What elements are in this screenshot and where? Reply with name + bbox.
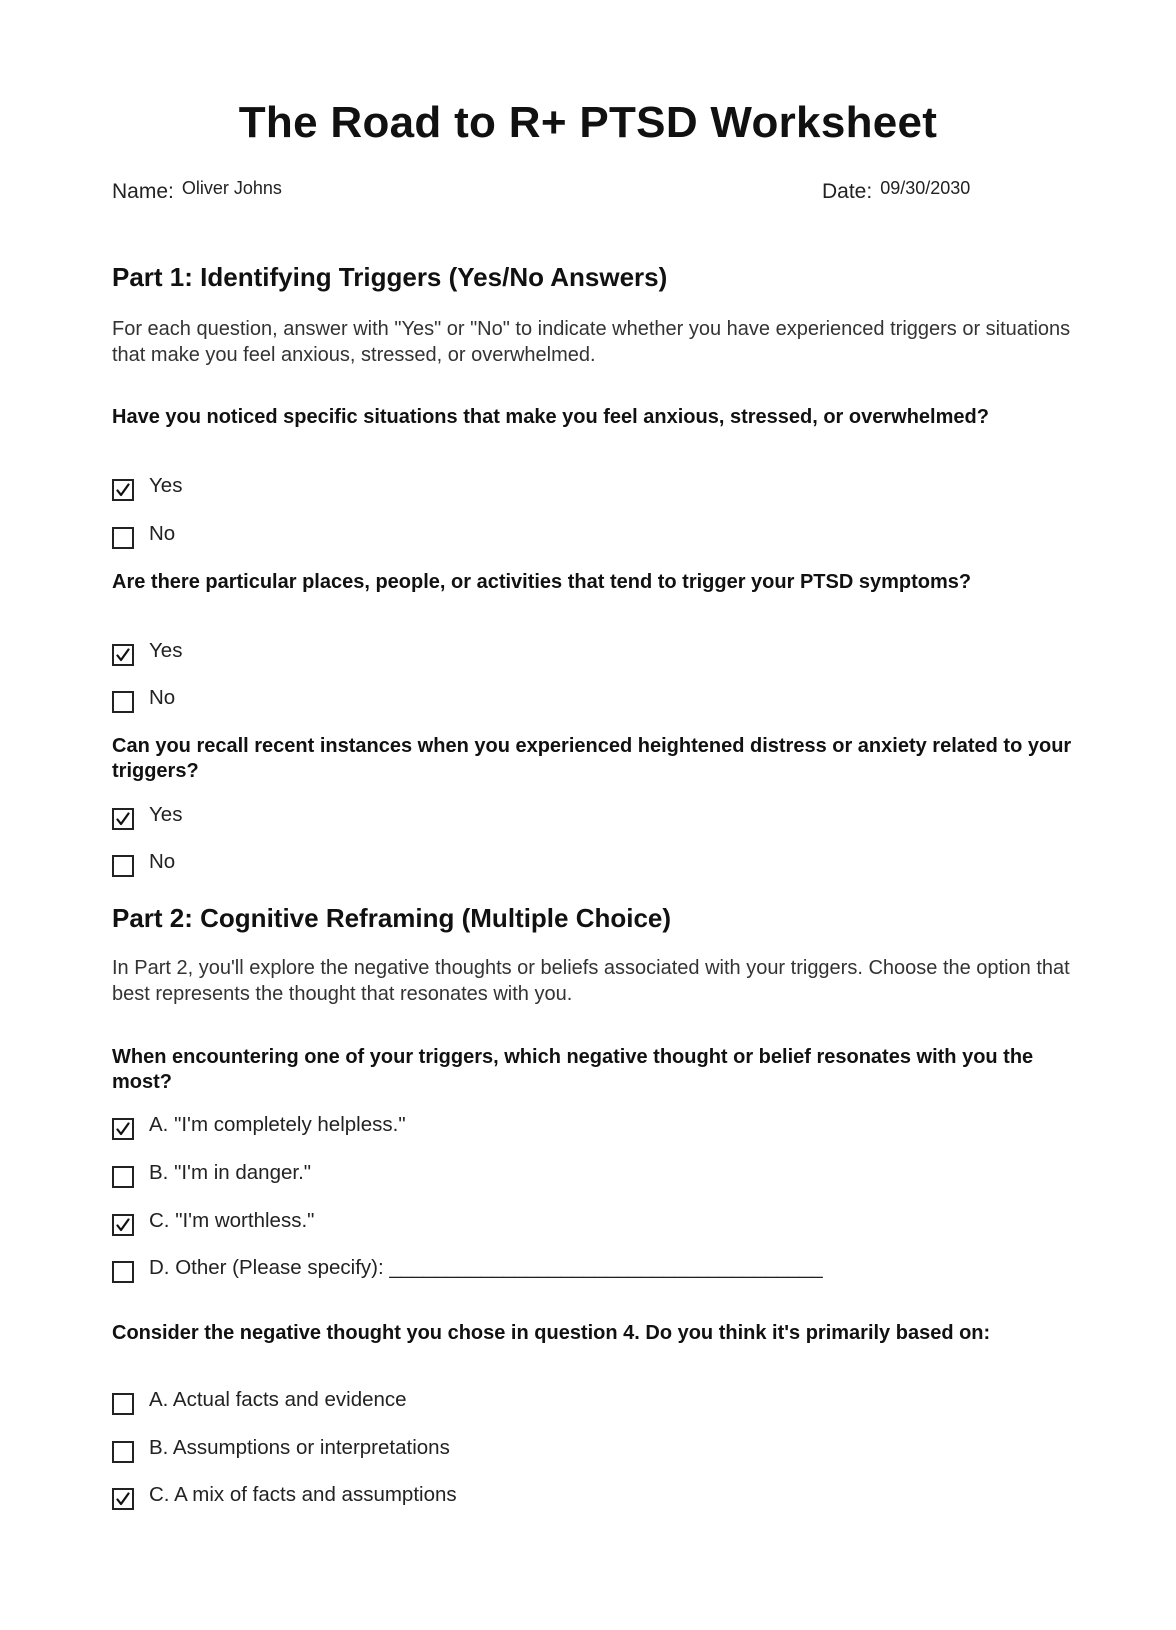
option-label: No	[149, 850, 176, 873]
checkmark-icon	[115, 1217, 131, 1233]
q4-option-d[interactable]	[112, 1254, 823, 1282]
q1-option-yes[interactable]	[112, 472, 182, 500]
part1-question-1: Have you noticed specific situations that make you feel anxious, stressed, or overwhelmed?	[112, 406, 989, 428]
q3-option-yes[interactable]	[112, 801, 182, 829]
date-label: Date:	[822, 180, 873, 203]
part1-instructions: For each question, answer with "Yes" or "No" to indicate whether you have experienced triggers or situations that make you feel anxious, stressed, or overwhelmed.	[112, 318, 1071, 366]
option-label: No	[149, 522, 176, 545]
q4-option-a[interactable]	[112, 1111, 406, 1139]
q3-no-checkbox[interactable]	[112, 855, 134, 877]
checkmark-icon	[115, 1121, 131, 1137]
q2-option-yes[interactable]	[112, 637, 182, 665]
option-label: B. Assumptions or interpretations	[149, 1436, 450, 1459]
date-value[interactable]: 09/30/2030	[880, 178, 971, 198]
q4-option-c[interactable]	[112, 1207, 314, 1235]
q4-b-checkbox[interactable]	[112, 1166, 134, 1188]
q4-d-checkbox[interactable]	[112, 1261, 134, 1283]
q5-option-b[interactable]	[112, 1434, 450, 1462]
option-label: Yes	[149, 803, 183, 826]
date-field	[822, 180, 970, 204]
part1-question-2: Are there particular places, people, or activities that tend to trigger your PTSD symptoms?	[112, 571, 972, 593]
name-field	[112, 180, 282, 204]
q2-option-no[interactable]	[112, 684, 175, 712]
q1-option-no[interactable]	[112, 520, 175, 548]
checkmark-icon	[115, 811, 131, 827]
q4-option-b[interactable]	[112, 1159, 311, 1187]
part1-question-3: Can you recall recent instances when you experienced heightened distress or anxiety related to your triggers?	[112, 735, 1072, 782]
checkmark-icon	[115, 1491, 131, 1507]
option-label: C. "I'm worthless."	[149, 1209, 315, 1232]
q5-option-a[interactable]	[112, 1386, 407, 1414]
option-label: D. Other (Please specify): ______________________________________	[149, 1256, 823, 1279]
part2-question-4: When encountering one of your triggers, which negative thought or belief resonates with you the most?	[112, 1046, 1034, 1093]
part2-heading: Part 2: Cognitive Reframing (Multiple Choice)	[112, 903, 672, 933]
page-title: The Road to R+ PTSD Worksheet	[238, 98, 938, 147]
q2-yes-checkbox[interactable]	[112, 644, 134, 666]
option-label: A. Actual facts and evidence	[149, 1388, 407, 1411]
q1-no-checkbox[interactable]	[112, 527, 134, 549]
option-label: A. "I'm completely helpless."	[149, 1113, 406, 1136]
checkmark-icon	[115, 647, 131, 663]
part1-heading: Part 1: Identifying Triggers (Yes/No Answers)	[112, 262, 668, 292]
option-label: Yes	[149, 474, 183, 497]
part2-instructions: In Part 2, you'll explore the negative thoughts or beliefs associated with your triggers. Choose the option that best represents the thought that resonates with you.	[112, 957, 1070, 1005]
q1-yes-checkbox[interactable]	[112, 479, 134, 501]
q3-option-no[interactable]	[112, 848, 175, 876]
q3-yes-checkbox[interactable]	[112, 808, 134, 830]
checkmark-icon	[115, 482, 131, 498]
q5-b-checkbox[interactable]	[112, 1441, 134, 1463]
option-label: C. A mix of facts and assumptions	[149, 1483, 457, 1506]
option-label: B. "I'm in danger."	[149, 1161, 312, 1184]
q4-c-checkbox[interactable]	[112, 1214, 134, 1236]
q5-option-c[interactable]	[112, 1481, 457, 1509]
q2-no-checkbox[interactable]	[112, 691, 134, 713]
name-label: Name:	[112, 180, 174, 203]
name-value[interactable]: Oliver Johns	[181, 178, 282, 198]
q4-a-checkbox[interactable]	[112, 1118, 134, 1140]
option-label: No	[149, 686, 176, 709]
q5-a-checkbox[interactable]	[112, 1393, 134, 1415]
part2-question-5: Consider the negative thought you chose in question 4. Do you think it's primarily based on:	[112, 1322, 991, 1344]
option-label: Yes	[149, 639, 183, 662]
q5-c-checkbox[interactable]	[112, 1488, 134, 1510]
